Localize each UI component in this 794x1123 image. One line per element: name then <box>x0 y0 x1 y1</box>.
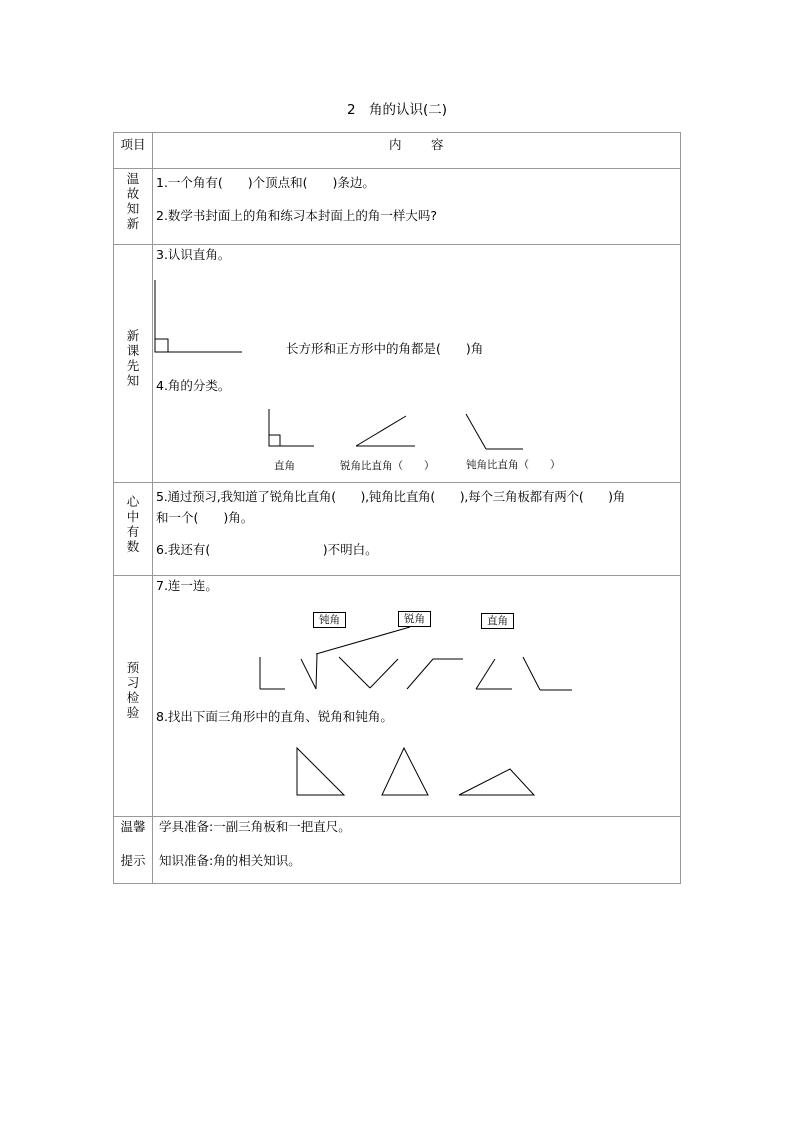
header-content-a: 内 <box>389 137 402 152</box>
header-item: 项目 <box>120 137 146 152</box>
question-5-line-2: 和一个( )角。 <box>156 510 254 525</box>
tips-label-2: 提示 <box>120 853 146 868</box>
acute-triangle <box>382 748 428 795</box>
question-6: 6.我还有( )不明白。 <box>156 542 378 557</box>
question-3: 3.认识直角。 <box>156 247 231 262</box>
label-right-angle: 直角 <box>274 460 295 472</box>
section-label-check: 预 习 检 验 <box>126 660 140 720</box>
tip-knowledge: 知识准备:角的相关知识。 <box>159 853 301 868</box>
question-1: 1.一个角有( )个顶点和( )条边。 <box>156 175 375 190</box>
question-5-line-1: 5.通过预习,我知道了锐角比直角( ),钝角比直角( ),每个三角板都有两个( )角 <box>156 489 626 504</box>
question-3-text: 长方形和正方形中的角都是( )角 <box>286 341 484 356</box>
right-triangle <box>297 748 344 795</box>
triangle-figures <box>114 133 682 885</box>
tips-label-1: 温馨 <box>120 819 146 834</box>
section-label-review: 温 故 知 新 <box>126 171 140 231</box>
section-label-new: 新 课 先 知 <box>126 328 140 388</box>
box-right[interactable]: 直角 <box>481 613 514 629</box>
page-title: 2 角的认识(二) <box>346 102 448 118</box>
question-8: 8.找出下面三角形中的直角、锐角和钝角。 <box>156 709 393 724</box>
question-2: 2.数学书封面上的角和练习本封面上的角一样大吗? <box>156 208 438 223</box>
tip-tools: 学具准备:一副三角板和一把直尺。 <box>159 819 351 834</box>
box-obtuse[interactable]: 钝角 <box>313 612 346 628</box>
box-acute[interactable]: 锐角 <box>398 611 431 627</box>
section-label-mind: 心 中 有 数 <box>126 494 140 554</box>
obtuse-triangle <box>459 769 534 795</box>
question-7: 7.连一连。 <box>156 578 218 593</box>
worksheet-table <box>113 132 681 884</box>
label-obtuse-angle: 钝角比直角（ ） <box>466 459 561 471</box>
header-content-b: 容 <box>431 137 444 152</box>
label-acute-angle: 锐角比直角（ ） <box>340 460 435 472</box>
question-4: 4.角的分类。 <box>156 378 231 393</box>
